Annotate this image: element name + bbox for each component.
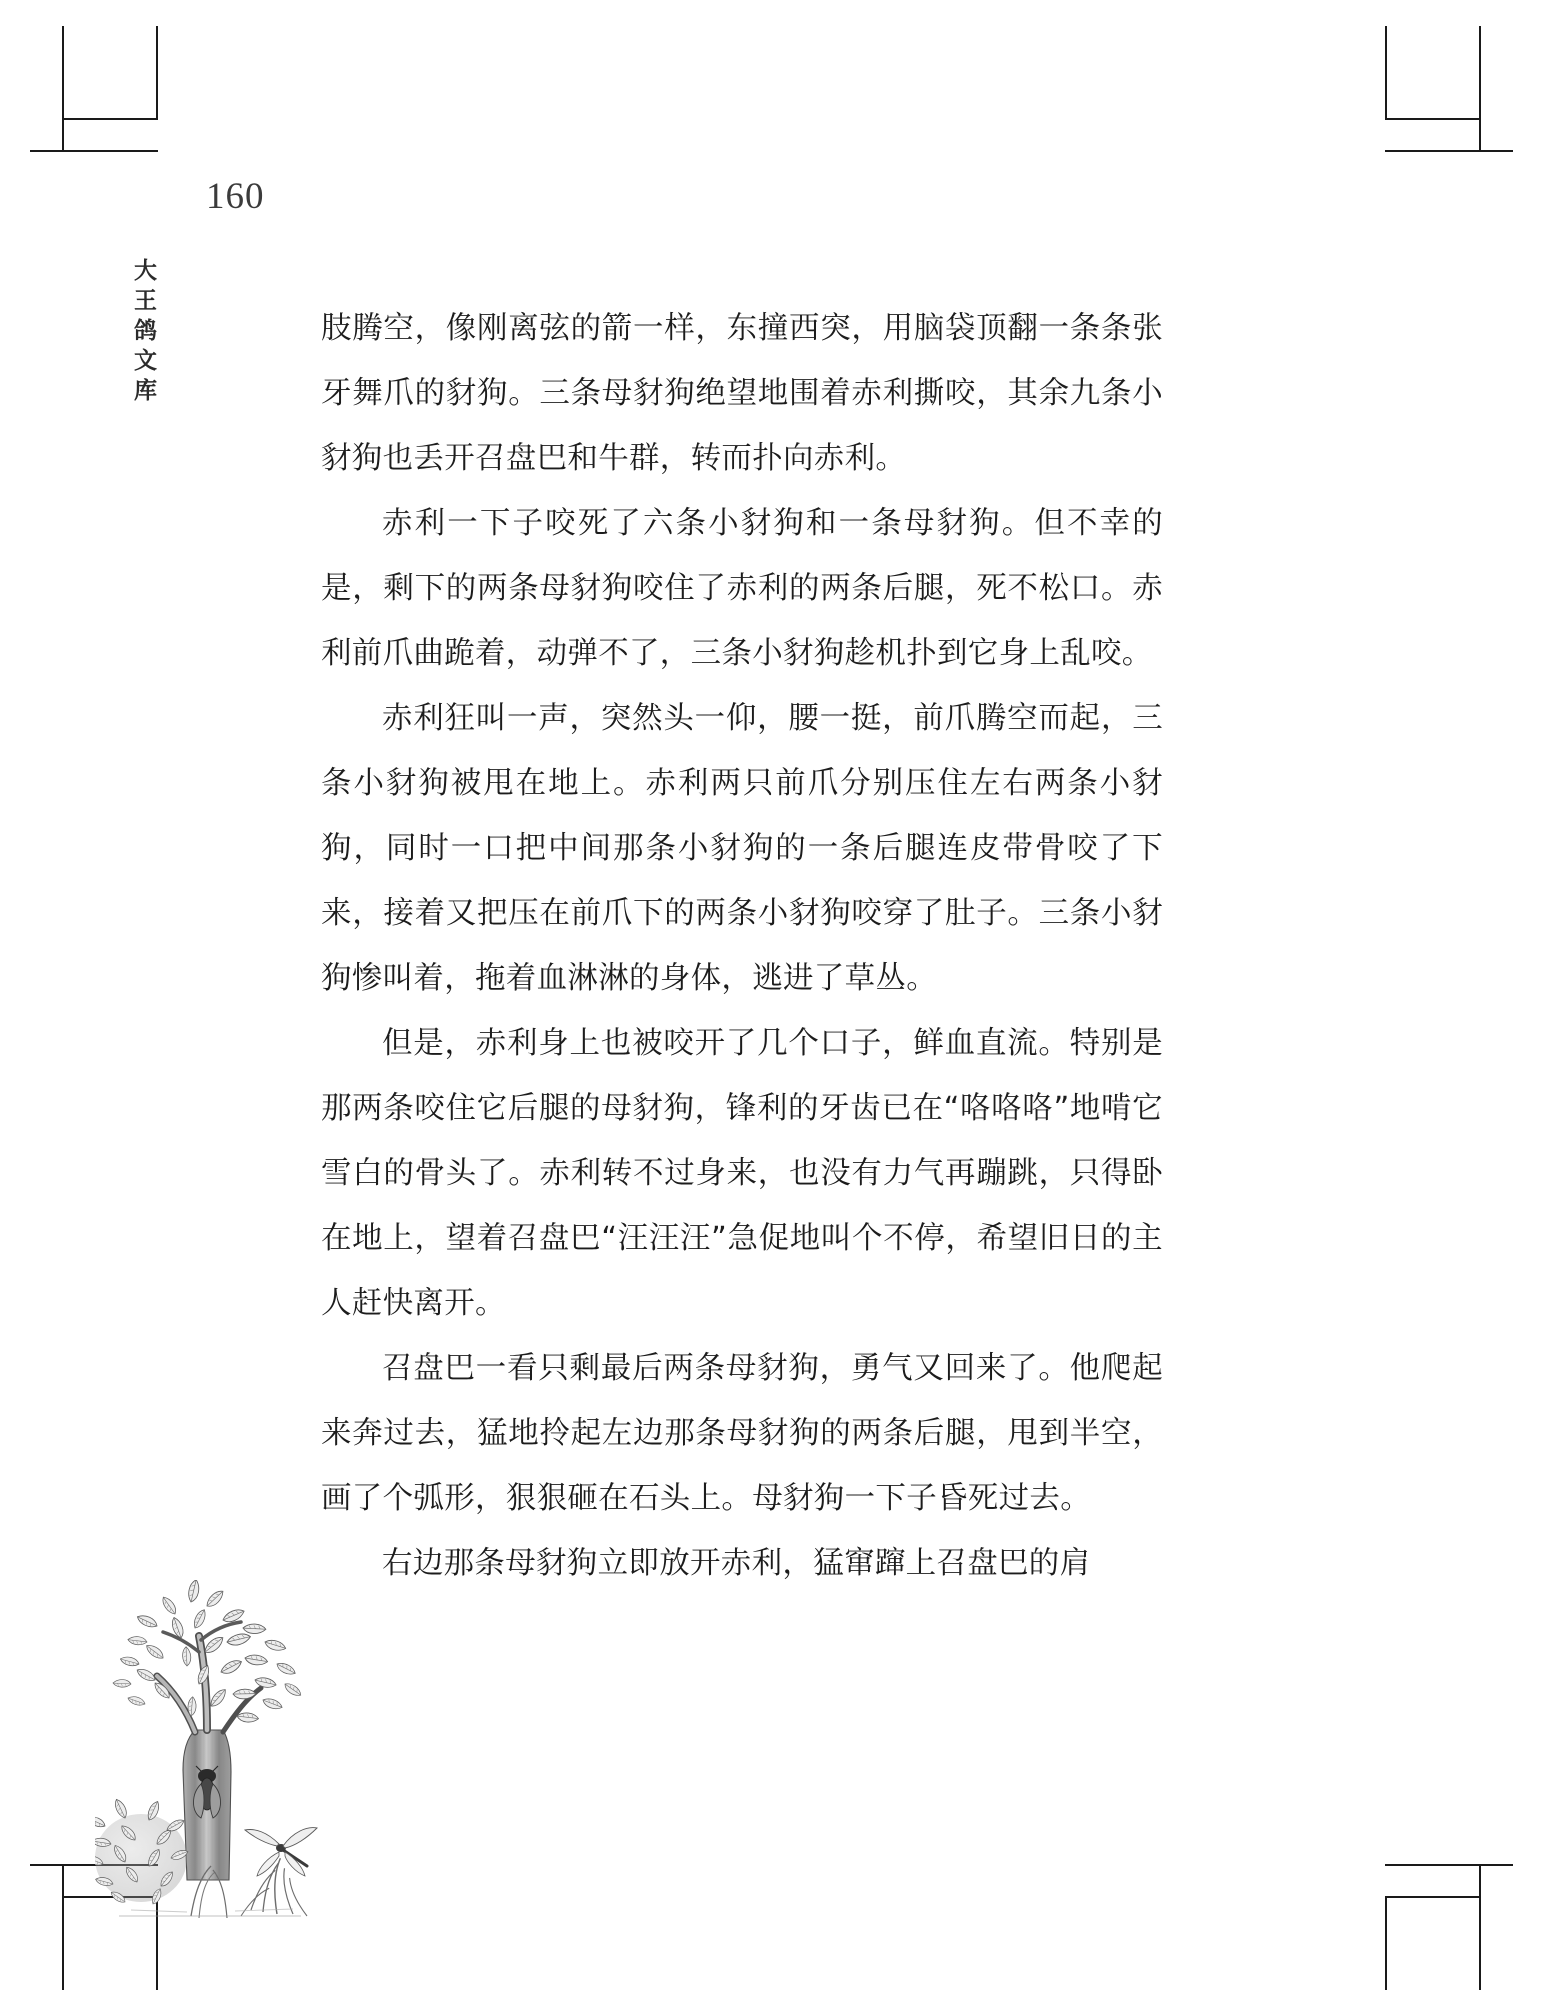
series-label: 大王鸽文库 — [130, 258, 156, 408]
paragraph: 召盘巴一看只剩最后两条母豺狗，勇气又回来了。他爬起来奔过去，猛地拎起左边那条母豺狗的两条后腿，甩到半空，画了个弧形，狠狠砸在石头上。母豺狗一下子昏死过去。 — [321, 1351, 1163, 1516]
crop-mark-top-left-icon — [30, 26, 220, 186]
crop-mark-bottom-right-icon — [1323, 1830, 1513, 1990]
page-number: 160 — [206, 176, 265, 217]
decorative-illustration — [95, 1580, 323, 1920]
dragonfly-icon — [245, 1828, 317, 1876]
paragraph: 赤利一下子咬死了六条小豺狗和一条母豺狗。但不幸的是，剩下的两条母豺狗咬住了赤利的两条后腿，死不松口。赤利前爪曲跪着，动弹不了，三条小豺狗趁机扑到它身上乱咬。 — [321, 506, 1163, 671]
paragraph: 赤利狂叫一声，突然头一仰，腰一挺，前爪腾空而起，三条小豺狗被甩在地上。赤利两只前爪分别压住左右两条小豺狗，同时一口把中间那条小豺狗的一条后腿连皮带骨咬了下来，接着又把压在前爪下的两条小豺狗咬穿了肚子。三条小豺狗惨叫着，拖着血淋淋的身体，逃进了草丛。 — [321, 701, 1163, 996]
crop-mark-top-right-icon — [1323, 26, 1513, 186]
paragraph: 右边那条母豺狗立即放开赤利，猛窜蹿上召盘巴的肩 — [382, 1546, 1091, 1581]
body-text-column — [321, 296, 1163, 1596]
tree-cicada-dragonfly-drawing-icon — [95, 1580, 323, 1920]
paragraph: 肢腾空，像刚离弦的箭一样，东撞西突，用脑袋顶翻一条条张牙舞爪的豺狗。三条母豺狗绝望地围着赤利撕咬，其余九条小豺狗也丢开召盘巴和牛群，转而扑向赤利。 — [321, 311, 1163, 476]
paragraph: 但是，赤利身上也被咬开了几个口子，鲜血直流。特别是那两条咬住它后腿的母豺狗，锋利的牙齿已在“咯咯咯”地啃它雪白的骨头了。赤利转不过身来，也没有力气再蹦跳，只得卧在地上，望着召盘巴“汪汪汪”急促地叫个不停，希望旧日的主人赶快离开。 — [321, 1026, 1163, 1321]
